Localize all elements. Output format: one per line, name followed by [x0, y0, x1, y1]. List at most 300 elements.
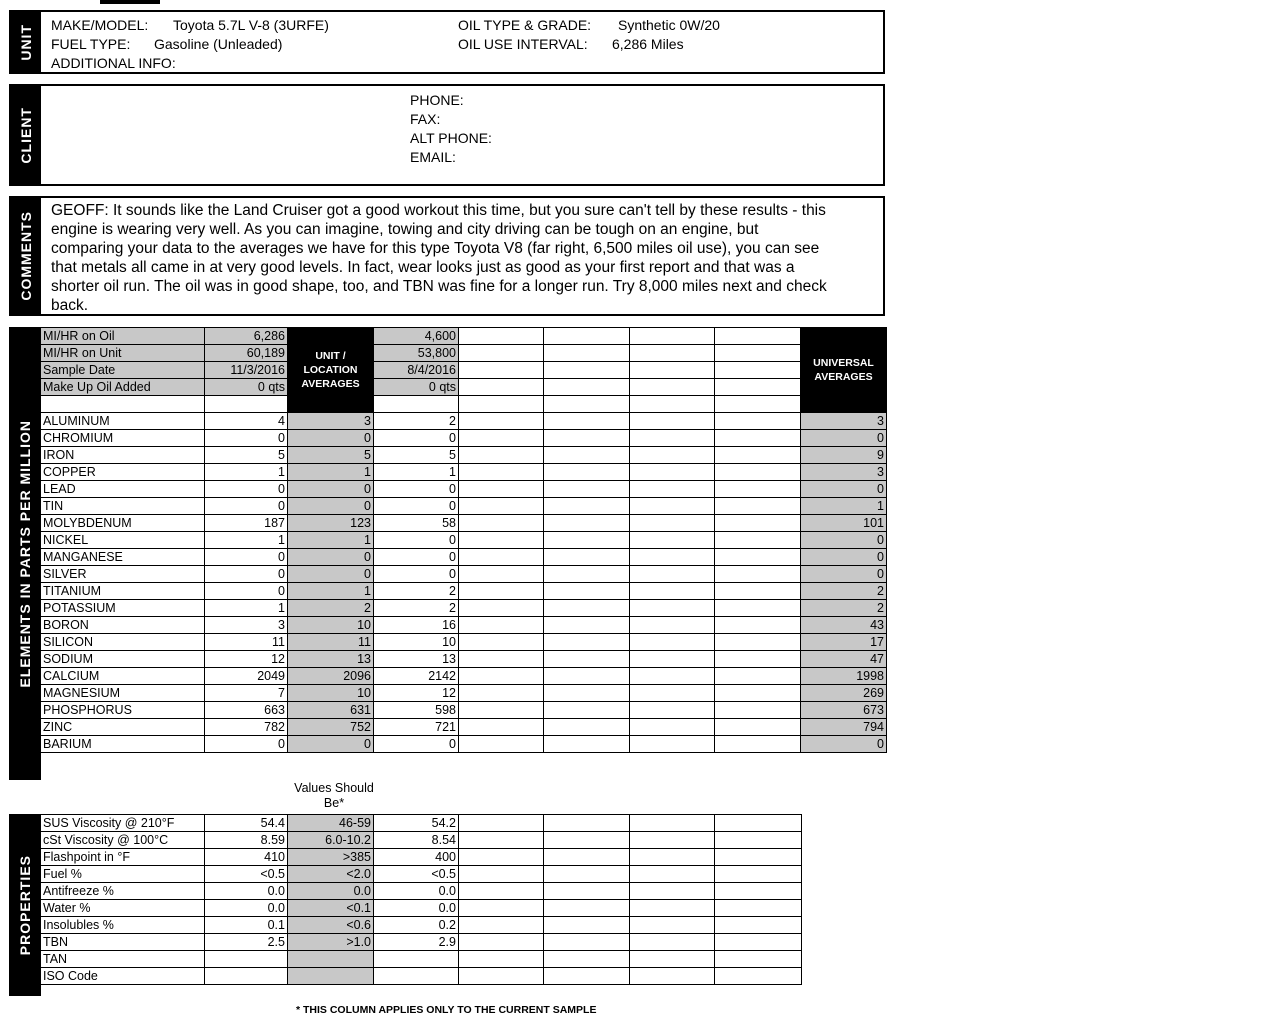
oil-interval-value: 6,286 Miles — [612, 36, 684, 52]
unit-section-label: UNIT — [11, 12, 41, 72]
element-current-value: 0 — [205, 736, 288, 753]
element-unit-average: 0 — [288, 566, 374, 583]
empty-sample-cell — [459, 815, 544, 832]
spacer-cell — [630, 396, 715, 413]
empty-sample-cell — [544, 634, 630, 651]
empty-sample-cell — [715, 413, 801, 430]
element-name: POTASSIUM — [41, 600, 205, 617]
element-previous-value: 0 — [374, 566, 459, 583]
element-row — [41, 702, 887, 719]
element-row — [41, 651, 887, 668]
element-current-value: 0 — [205, 430, 288, 447]
empty-sample-cell — [715, 651, 801, 668]
empty-sample-cell — [544, 900, 630, 917]
elements-section-label: ELEMENTS IN PARTS PER MILLION — [9, 327, 41, 780]
element-universal-average: 17 — [801, 634, 887, 651]
element-name: CALCIUM — [41, 668, 205, 685]
spacer-row — [41, 396, 887, 413]
empty-sample-cell — [459, 549, 544, 566]
property-current-value: 2.5 — [205, 934, 288, 951]
empty-sample-cell — [630, 430, 715, 447]
empty-sample-cell — [715, 702, 801, 719]
element-row — [41, 430, 887, 447]
empty-sample-cell — [544, 481, 630, 498]
unit-section — [9, 10, 885, 74]
empty-sample-cell — [459, 345, 544, 362]
empty-sample-cell — [715, 464, 801, 481]
empty-sample-cell — [459, 515, 544, 532]
header-previous-value: 53,800 — [374, 345, 459, 362]
empty-sample-cell — [715, 900, 802, 917]
element-unit-average: 5 — [288, 447, 374, 464]
element-unit-average: 1 — [288, 532, 374, 549]
empty-sample-cell — [544, 464, 630, 481]
element-current-value: 2049 — [205, 668, 288, 685]
element-previous-value: 2 — [374, 600, 459, 617]
empty-sample-cell — [630, 736, 715, 753]
element-row — [41, 600, 887, 617]
empty-sample-cell — [715, 481, 801, 498]
empty-sample-cell — [715, 917, 802, 934]
empty-sample-cell — [630, 464, 715, 481]
empty-sample-cell — [544, 566, 630, 583]
element-universal-average: 269 — [801, 685, 887, 702]
empty-sample-cell — [459, 583, 544, 600]
spacer-cell — [41, 396, 205, 413]
property-previous-value — [374, 968, 459, 985]
empty-sample-cell — [544, 617, 630, 634]
empty-sample-cell — [459, 917, 544, 934]
element-name: BARIUM — [41, 736, 205, 753]
property-previous-value: 8.54 — [374, 832, 459, 849]
element-name: MOLYBDENUM — [41, 515, 205, 532]
element-current-value: 0 — [205, 481, 288, 498]
header-row — [41, 345, 887, 362]
element-universal-average: 101 — [801, 515, 887, 532]
oil-type-value: Synthetic 0W/20 — [618, 17, 720, 33]
element-current-value: 7 — [205, 685, 288, 702]
empty-sample-cell — [715, 883, 802, 900]
empty-sample-cell — [630, 379, 715, 396]
property-row — [41, 832, 802, 849]
empty-sample-cell — [544, 600, 630, 617]
element-unit-average: 2 — [288, 600, 374, 617]
footnote: * THIS COLUMN APPLIES ONLY TO THE CURRENT SAMPLE — [296, 1004, 597, 1016]
empty-sample-cell — [630, 617, 715, 634]
empty-sample-cell — [715, 634, 801, 651]
element-previous-value: 10 — [374, 634, 459, 651]
empty-sample-cell — [715, 832, 802, 849]
element-universal-average: 47 — [801, 651, 887, 668]
element-name: SODIUM — [41, 651, 205, 668]
empty-sample-cell — [715, 328, 801, 345]
element-unit-average: 11 — [288, 634, 374, 651]
property-previous-value: 0.0 — [374, 883, 459, 900]
additional-info-label: ADDITIONAL INFO: — [51, 55, 176, 71]
property-should-be: 6.0-10.2 — [288, 832, 374, 849]
empty-sample-cell — [459, 719, 544, 736]
empty-sample-cell — [459, 532, 544, 549]
empty-sample-cell — [459, 634, 544, 651]
property-previous-value: <0.5 — [374, 866, 459, 883]
property-should-be: 46-59 — [288, 815, 374, 832]
header-row-label: Make Up Oil Added — [41, 379, 205, 396]
element-previous-value: 598 — [374, 702, 459, 719]
element-previous-value: 0 — [374, 430, 459, 447]
empty-sample-cell — [544, 328, 630, 345]
empty-sample-cell — [459, 566, 544, 583]
universal-averages-header: UNIVERSAL AVERAGES — [801, 328, 887, 413]
empty-sample-cell — [544, 685, 630, 702]
empty-sample-cell — [459, 849, 544, 866]
values-should-be-note: Values Should Be* — [294, 781, 374, 810]
make-model-label: MAKE/MODEL: — [51, 17, 149, 33]
spacer-cell — [205, 396, 288, 413]
empty-sample-cell — [715, 617, 801, 634]
empty-sample-cell — [459, 866, 544, 883]
empty-sample-cell — [544, 498, 630, 515]
empty-sample-cell — [715, 866, 802, 883]
element-unit-average: 0 — [288, 498, 374, 515]
properties-table — [40, 814, 802, 985]
empty-sample-cell — [715, 362, 801, 379]
empty-sample-cell — [715, 668, 801, 685]
property-row — [41, 849, 802, 866]
element-name: IRON — [41, 447, 205, 464]
empty-sample-cell — [459, 832, 544, 849]
element-row — [41, 481, 887, 498]
element-universal-average: 0 — [801, 430, 887, 447]
property-current-value: 0.0 — [205, 900, 288, 917]
element-name: TITANIUM — [41, 583, 205, 600]
element-name: MANGANESE — [41, 549, 205, 566]
empty-sample-cell — [544, 515, 630, 532]
element-current-value: 663 — [205, 702, 288, 719]
element-name: LEAD — [41, 481, 205, 498]
empty-sample-cell — [630, 719, 715, 736]
empty-sample-cell — [630, 583, 715, 600]
empty-sample-cell — [544, 583, 630, 600]
header-row-label: Sample Date — [41, 362, 205, 379]
empty-sample-cell — [630, 951, 715, 968]
element-universal-average: 9 — [801, 447, 887, 464]
element-unit-average: 0 — [288, 430, 374, 447]
empty-sample-cell — [715, 815, 802, 832]
empty-sample-cell — [715, 379, 801, 396]
property-current-value: 54.4 — [205, 815, 288, 832]
property-row — [41, 883, 802, 900]
element-universal-average: 673 — [801, 702, 887, 719]
element-current-value: 12 — [205, 651, 288, 668]
element-current-value: 0 — [205, 583, 288, 600]
empty-sample-cell — [630, 934, 715, 951]
empty-sample-cell — [715, 600, 801, 617]
spacer-cell — [715, 396, 801, 413]
element-previous-value: 16 — [374, 617, 459, 634]
empty-sample-cell — [459, 736, 544, 753]
header-row-label: MI/HR on Oil — [41, 328, 205, 345]
property-current-value: 0.1 — [205, 917, 288, 934]
empty-sample-cell — [630, 532, 715, 549]
empty-sample-cell — [544, 651, 630, 668]
empty-sample-cell — [715, 719, 801, 736]
property-previous-value: 400 — [374, 849, 459, 866]
property-should-be: 0.0 — [288, 883, 374, 900]
fuel-type-label: FUEL TYPE: — [51, 36, 131, 52]
empty-sample-cell — [715, 583, 801, 600]
element-universal-average: 0 — [801, 736, 887, 753]
property-should-be — [288, 951, 374, 968]
empty-sample-cell — [630, 685, 715, 702]
element-name: BORON — [41, 617, 205, 634]
element-current-value: 5 — [205, 447, 288, 464]
element-unit-average: 3 — [288, 413, 374, 430]
empty-sample-cell — [715, 345, 801, 362]
element-name: ALUMINUM — [41, 413, 205, 430]
property-name: Water % — [41, 900, 205, 917]
empty-sample-cell — [630, 362, 715, 379]
empty-sample-cell — [459, 951, 544, 968]
empty-sample-cell — [544, 345, 630, 362]
property-current-value: 410 — [205, 849, 288, 866]
comment-text: GEOFF: It sounds like the Land Cruiser got a good workout this time, but you sure can't tell by these results - this engine is wearing very well. As you can imagine, towing and city driving can be tough on an engine, but comparing your data to the averages we have for this type Toyota V8 (far right, 6,500 miles oil use), you can see that metals all came in at very good levels. In fact, wear looks just as good as your first report and that was a shorter oil run. The oil was in good shape, too, and TBN was fine for a longer run. Try 8,000 miles next and check back. — [51, 202, 827, 314]
element-universal-average: 0 — [801, 532, 887, 549]
oil-type-label: OIL TYPE & GRADE: — [458, 17, 592, 33]
empty-sample-cell — [715, 968, 802, 985]
property-name: SUS Viscosity @ 210°F — [41, 815, 205, 832]
empty-sample-cell — [715, 849, 802, 866]
empty-sample-cell — [544, 968, 630, 985]
empty-sample-cell — [459, 379, 544, 396]
property-name: Fuel % — [41, 866, 205, 883]
empty-sample-cell — [630, 481, 715, 498]
element-name: CHROMIUM — [41, 430, 205, 447]
phone-label: PHONE: — [410, 92, 464, 108]
empty-sample-cell — [630, 549, 715, 566]
header-previous-value: 0 qts — [374, 379, 459, 396]
empty-sample-cell — [630, 668, 715, 685]
client-section-label: CLIENT — [11, 86, 41, 184]
empty-sample-cell — [459, 362, 544, 379]
property-current-value — [205, 951, 288, 968]
empty-sample-cell — [459, 702, 544, 719]
property-name: ISO Code — [41, 968, 205, 985]
property-previous-value: 0.2 — [374, 917, 459, 934]
empty-sample-cell — [544, 549, 630, 566]
element-name: MAGNESIUM — [41, 685, 205, 702]
element-unit-average: 123 — [288, 515, 374, 532]
property-current-value — [205, 968, 288, 985]
empty-sample-cell — [715, 430, 801, 447]
element-current-value: 0 — [205, 566, 288, 583]
element-unit-average: 2096 — [288, 668, 374, 685]
element-previous-value: 13 — [374, 651, 459, 668]
element-previous-value: 0 — [374, 549, 459, 566]
empty-sample-cell — [630, 832, 715, 849]
property-row — [41, 815, 802, 832]
element-unit-average: 0 — [288, 736, 374, 753]
element-unit-average: 10 — [288, 685, 374, 702]
header-current-value: 6,286 — [205, 328, 288, 345]
empty-sample-cell — [715, 515, 801, 532]
element-name: SILICON — [41, 634, 205, 651]
element-row — [41, 668, 887, 685]
property-should-be: >1.0 — [288, 934, 374, 951]
element-row — [41, 464, 887, 481]
empty-sample-cell — [459, 413, 544, 430]
property-row — [41, 917, 802, 934]
empty-sample-cell — [630, 702, 715, 719]
empty-sample-cell — [459, 934, 544, 951]
element-previous-value: 5 — [374, 447, 459, 464]
fuel-type-value: Gasoline (Unleaded) — [154, 36, 283, 52]
empty-sample-cell — [544, 532, 630, 549]
empty-sample-cell — [544, 719, 630, 736]
property-current-value: <0.5 — [205, 866, 288, 883]
property-current-value: 0.0 — [205, 883, 288, 900]
element-row — [41, 719, 887, 736]
properties-section-label: PROPERTIES — [9, 814, 41, 996]
client-section — [9, 84, 885, 186]
element-name: PHOSPHORUS — [41, 702, 205, 719]
empty-sample-cell — [630, 600, 715, 617]
property-should-be: <0.1 — [288, 900, 374, 917]
property-previous-value: 2.9 — [374, 934, 459, 951]
element-name: ZINC — [41, 719, 205, 736]
element-row — [41, 634, 887, 651]
element-current-value: 1 — [205, 532, 288, 549]
element-current-value: 3 — [205, 617, 288, 634]
make-model-value: Toyota 5.7L V-8 (3URFE) — [173, 17, 329, 33]
property-name: cSt Viscosity @ 100°C — [41, 832, 205, 849]
empty-sample-cell — [630, 866, 715, 883]
empty-sample-cell — [630, 634, 715, 651]
empty-sample-cell — [459, 464, 544, 481]
empty-sample-cell — [544, 866, 630, 883]
empty-sample-cell — [630, 849, 715, 866]
empty-sample-cell — [544, 413, 630, 430]
empty-sample-cell — [459, 481, 544, 498]
element-row — [41, 549, 887, 566]
element-previous-value: 0 — [374, 498, 459, 515]
property-name: Insolubles % — [41, 917, 205, 934]
element-universal-average: 1998 — [801, 668, 887, 685]
empty-sample-cell — [630, 515, 715, 532]
comments-section — [9, 196, 885, 316]
comments-section-label: COMMENTS — [11, 198, 41, 314]
property-previous-value: 0.0 — [374, 900, 459, 917]
spacer-cell — [459, 396, 544, 413]
empty-sample-cell — [630, 651, 715, 668]
alt-phone-label: ALT PHONE: — [410, 130, 492, 146]
fax-label: FAX: — [410, 111, 441, 127]
element-row — [41, 413, 887, 430]
empty-sample-cell — [544, 702, 630, 719]
empty-sample-cell — [459, 430, 544, 447]
element-previous-value: 0 — [374, 532, 459, 549]
empty-sample-cell — [630, 345, 715, 362]
element-universal-average: 43 — [801, 617, 887, 634]
empty-sample-cell — [544, 934, 630, 951]
element-previous-value: 721 — [374, 719, 459, 736]
element-current-value: 0 — [205, 549, 288, 566]
element-universal-average: 0 — [801, 549, 887, 566]
header-previous-value: 8/4/2016 — [374, 362, 459, 379]
header-row-label: MI/HR on Unit — [41, 345, 205, 362]
empty-sample-cell — [459, 498, 544, 515]
element-previous-value: 0 — [374, 736, 459, 753]
element-row — [41, 447, 887, 464]
property-previous-value: 54.2 — [374, 815, 459, 832]
empty-sample-cell — [459, 883, 544, 900]
element-row — [41, 685, 887, 702]
element-universal-average: 2 — [801, 600, 887, 617]
empty-sample-cell — [630, 917, 715, 934]
empty-sample-cell — [544, 883, 630, 900]
property-current-value: 8.59 — [205, 832, 288, 849]
empty-sample-cell — [544, 668, 630, 685]
element-current-value: 4 — [205, 413, 288, 430]
element-row — [41, 736, 887, 753]
property-name: Antifreeze % — [41, 883, 205, 900]
element-name: SILVER — [41, 566, 205, 583]
property-should-be: <2.0 — [288, 866, 374, 883]
property-name: Flashpoint in °F — [41, 849, 205, 866]
element-unit-average: 0 — [288, 481, 374, 498]
element-universal-average: 3 — [801, 464, 887, 481]
element-current-value: 0 — [205, 498, 288, 515]
empty-sample-cell — [459, 685, 544, 702]
empty-sample-cell — [715, 736, 801, 753]
empty-sample-cell — [630, 566, 715, 583]
logo-fragment — [100, 0, 160, 4]
property-should-be — [288, 968, 374, 985]
empty-sample-cell — [544, 379, 630, 396]
element-unit-average: 631 — [288, 702, 374, 719]
property-row — [41, 968, 802, 985]
empty-sample-cell — [630, 968, 715, 985]
spacer-cell — [374, 396, 459, 413]
element-previous-value: 2142 — [374, 668, 459, 685]
element-unit-average: 10 — [288, 617, 374, 634]
element-previous-value: 58 — [374, 515, 459, 532]
element-name: COPPER — [41, 464, 205, 481]
empty-sample-cell — [630, 498, 715, 515]
element-current-value: 782 — [205, 719, 288, 736]
empty-sample-cell — [715, 685, 801, 702]
element-unit-average: 752 — [288, 719, 374, 736]
property-name: TBN — [41, 934, 205, 951]
element-current-value: 11 — [205, 634, 288, 651]
empty-sample-cell — [459, 668, 544, 685]
element-previous-value: 12 — [374, 685, 459, 702]
element-current-value: 1 — [205, 600, 288, 617]
element-current-value: 187 — [205, 515, 288, 532]
empty-sample-cell — [630, 883, 715, 900]
element-unit-average: 1 — [288, 583, 374, 600]
elements-table — [40, 327, 887, 753]
spacer-cell — [544, 396, 630, 413]
element-universal-average: 0 — [801, 566, 887, 583]
element-unit-average: 1 — [288, 464, 374, 481]
property-row — [41, 951, 802, 968]
empty-sample-cell — [630, 815, 715, 832]
empty-sample-cell — [459, 900, 544, 917]
empty-sample-cell — [544, 736, 630, 753]
empty-sample-cell — [630, 900, 715, 917]
empty-sample-cell — [630, 413, 715, 430]
element-universal-average: 0 — [801, 481, 887, 498]
